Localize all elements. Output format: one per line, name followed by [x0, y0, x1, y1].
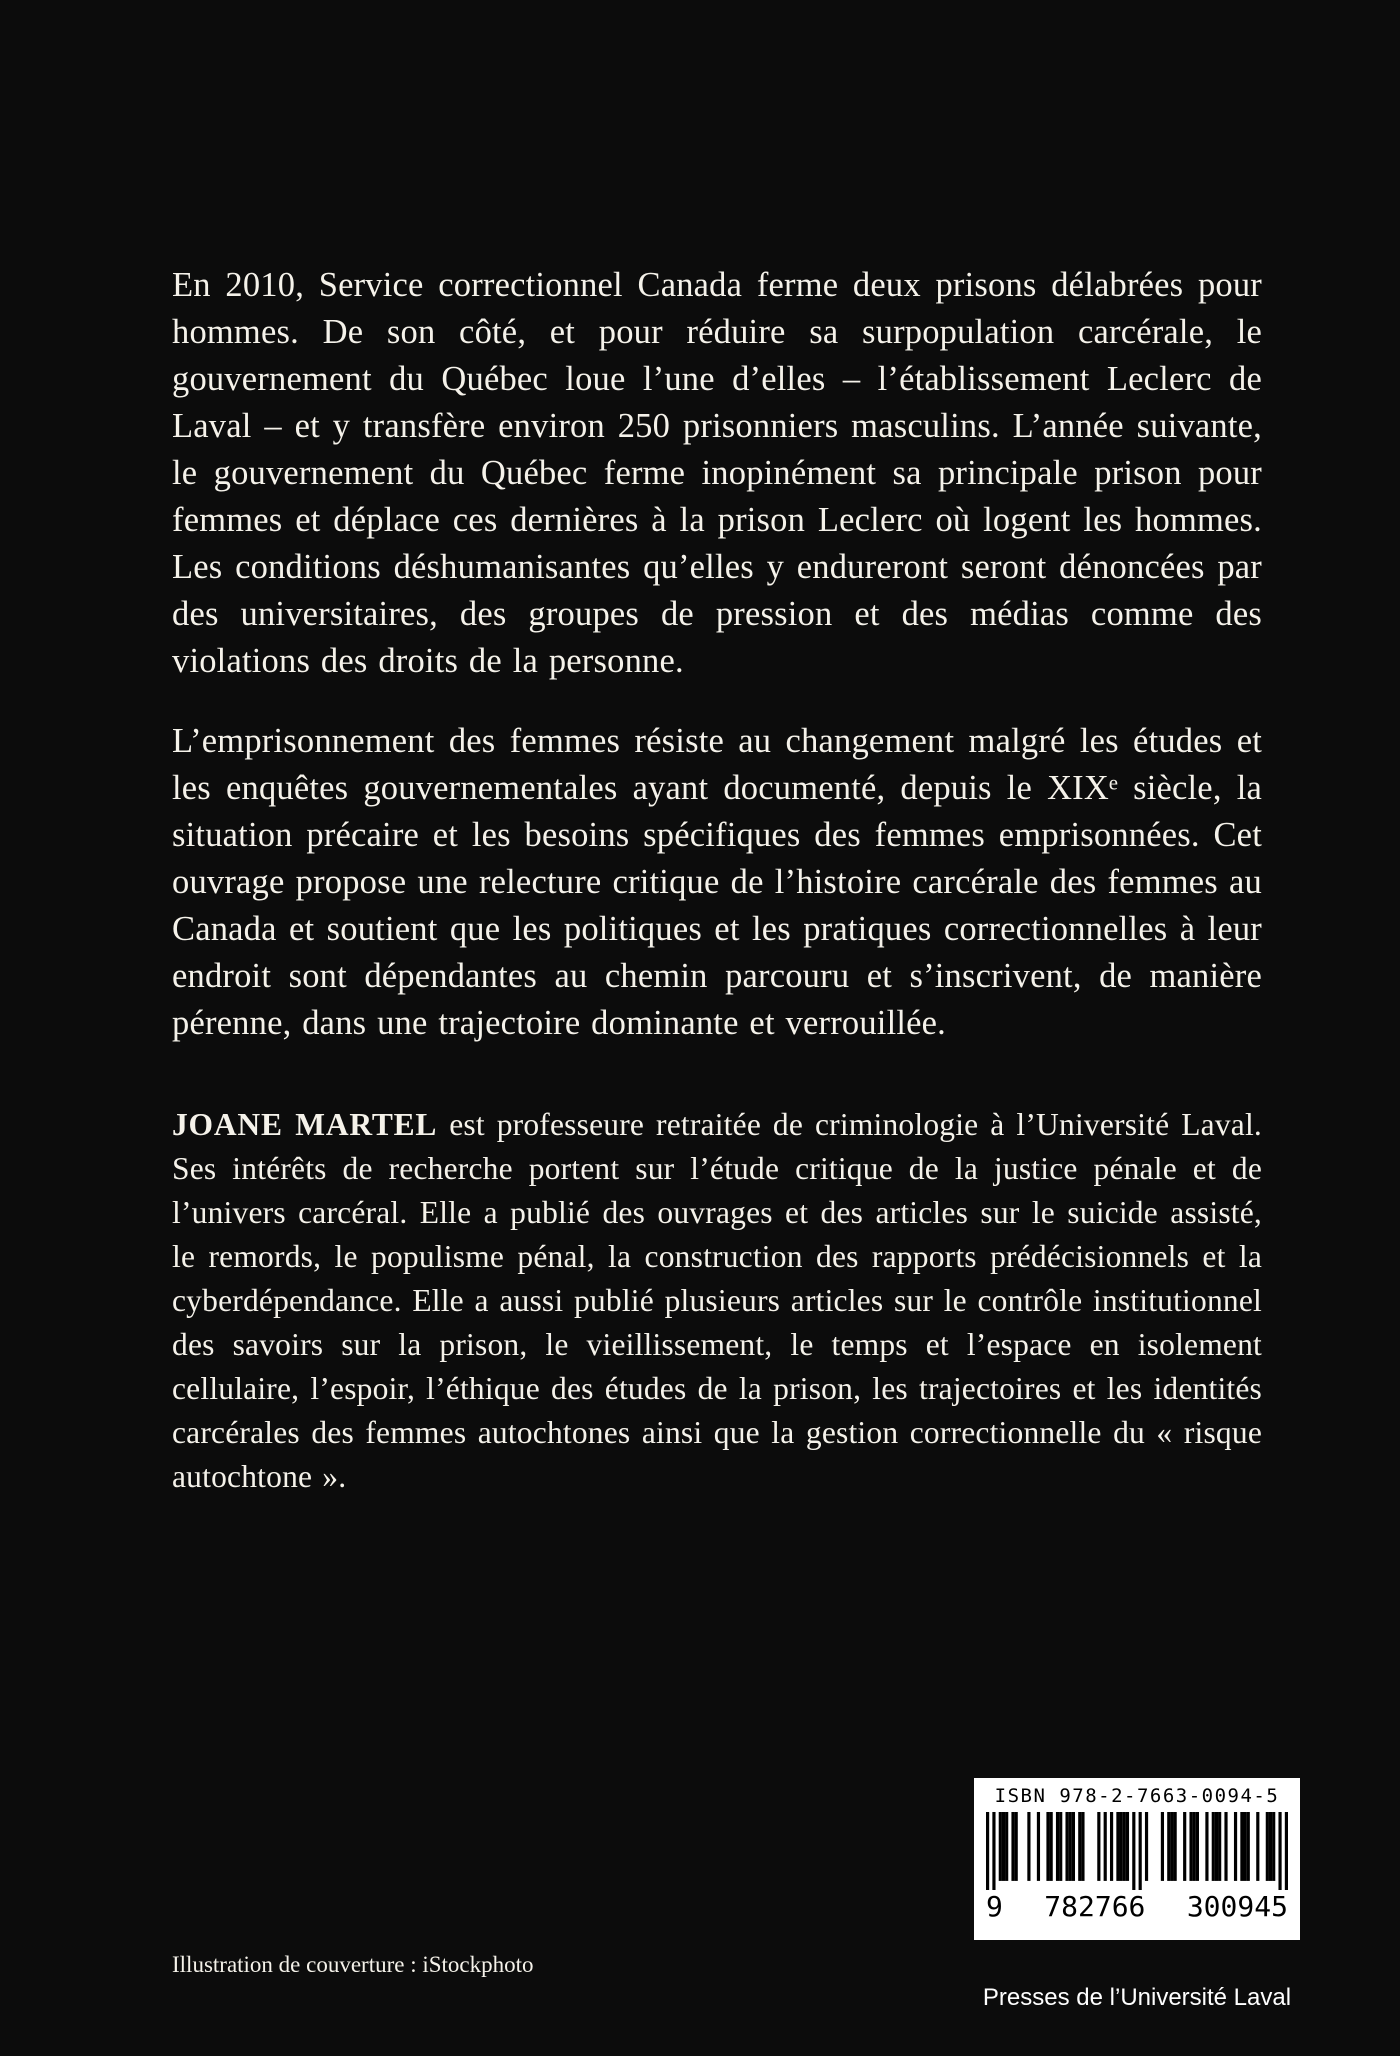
barcode-digit-group-2: 782766 — [1044, 1890, 1146, 1923]
isbn-barcode — [974, 1778, 1300, 1940]
author-bio — [172, 1103, 1262, 1499]
barcode-digit-group-3: 300945 — [1186, 1890, 1288, 1923]
back-cover-text — [172, 262, 1262, 1532]
barcode-digit-group-1: 9 — [986, 1890, 1003, 1923]
isbn-number: ISBN 978-2-7663-0094-5 — [994, 1785, 1280, 1807]
author-bio-text: est professeure retraitée de criminologie à l’Université Laval. Ses intérêts de recherche portent sur l’étude critique de la justice pénale et de l’univers carcéral. Elle a publié des ouvrages et des articles sur le suicide assisté, le remords, le populisme pénal, la construction des rapports prédécisionnels et la cyberdépendance. Elle a aussi publié plusieurs articles sur le contrôle institutionnel des savoirs sur la prison, le vieillissement, le temps et l’espace en isolement cellulaire, l’espoir, l’éthique des études de la prison, les trajectoires et les identités carcérales des femmes autochtones ainsi que la gestion correctionnelle du « risque autochtone ». — [172, 1107, 1262, 1494]
barcode-bars-icon — [986, 1812, 1288, 1890]
cover-illustration-credit: Illustration de couverture : iStockphoto — [172, 1952, 534, 1977]
publisher-name: Presses de l’Université Laval — [982, 1984, 1292, 2011]
barcode-digits — [986, 1890, 1288, 1923]
synopsis-paragraph-2: L’emprisonnement des femmes résiste au changement malgré les études et les enquêtes gouvernementales ayant documenté, depuis le XIXᵉ siècle, la situation précaire et les besoins spécifiques des femmes emprisonnées. Cet ouvrage propose une relecture critique de l’histoire carcérale des femmes au Canada et soutient que les politiques et les pratiques correctionnelles à leur endroit sont dépendantes au chemin parcouru et s’inscrivent, de manière pérenne, dans une trajectoire dominante et verrouillée. — [172, 722, 1262, 1042]
author-name: JOANE MARTEL — [172, 1107, 438, 1142]
synopsis-paragraph-1: En 2010, Service correctionnel Canada ferme deux prisons délabrées pour hommes. De son côté, et pour réduire sa surpopulation carcérale, le gouvernement du Québec loue l’une d’elles – l’établissement Leclerc de Laval – et y transfère environ 250 prisonniers masculins. L’année suivante, le gouvernement du Québec ferme inopinément sa principale prison pour femmes et déplace ces dernières à la prison Leclerc où logent les hommes. Les conditions déshumanisantes qu’elles y endureront seront dénoncées par des universitaires, des groupes de pression et des médias comme des violations des droits de la personne. — [172, 266, 1262, 680]
